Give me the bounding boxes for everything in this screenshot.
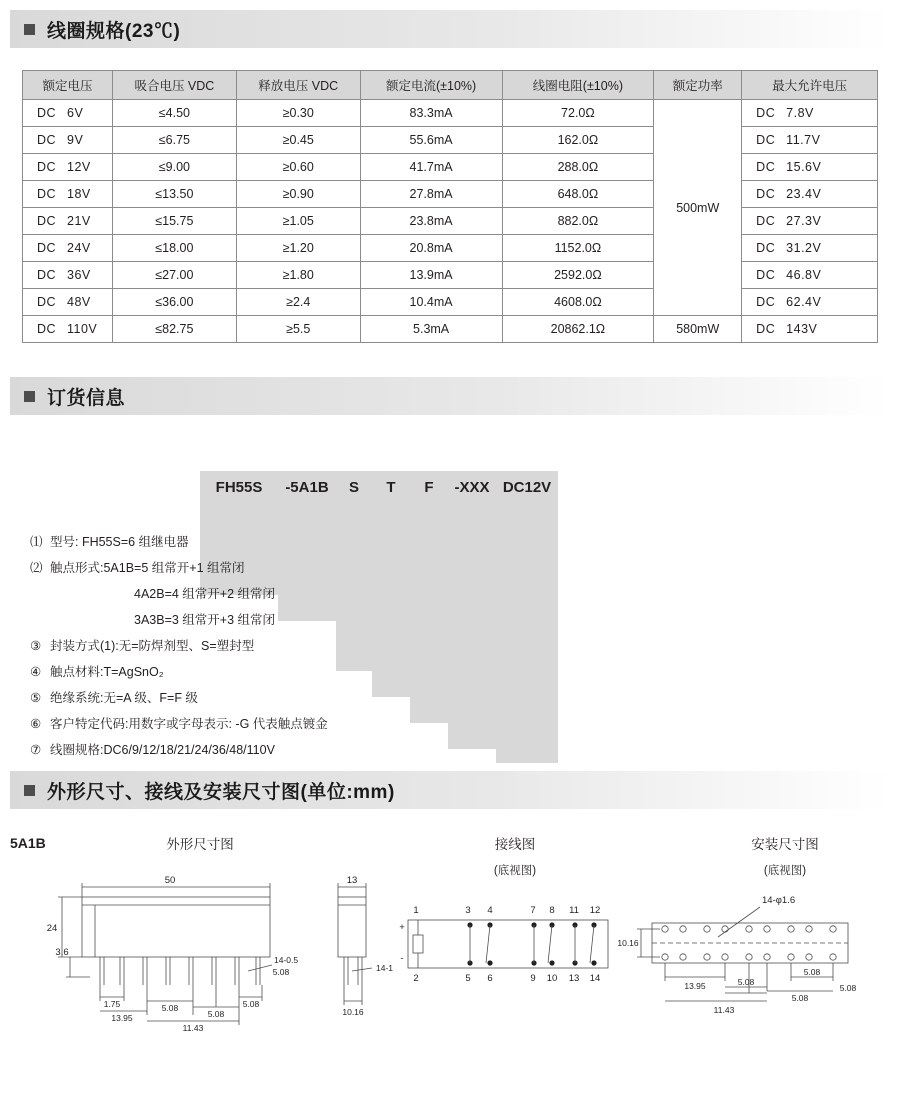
caption-title: 安装尺寸图 (751, 837, 819, 852)
cell-resistance: 648.0Ω (502, 181, 654, 208)
cell-resistance: 162.0Ω (502, 127, 654, 154)
caption-title: 接线图 (494, 837, 536, 852)
note-text: 绝缘系统:无=A 级、F=F 级 (50, 691, 198, 705)
code-part-coil: DC12V (496, 471, 558, 504)
pin-label-top: 12 (589, 905, 601, 916)
note-text: 客户特定代码:用数字或字母表示: -G 代表触点镀金 (50, 717, 328, 731)
col-max-voltage: 最大允许电压 (742, 71, 878, 100)
pin-label-top: 8 (549, 905, 555, 916)
cell-rated-voltage: DC 18V (23, 181, 113, 208)
dim-side-pin: 14-1 (376, 963, 394, 973)
pin-label-bottom: 2 (413, 973, 419, 984)
pin-label-bottom: 14 (589, 973, 601, 984)
cell-pickup: ≤18.00 (112, 235, 236, 262)
note-line (30, 581, 328, 607)
code-part-sealing: S (336, 471, 372, 504)
cell-dropout: ≥1.05 (236, 208, 360, 235)
cell-pickup: ≤6.75 (112, 127, 236, 154)
cell-dropout: ≥5.5 (236, 316, 360, 343)
cell-current: 41.7mA (360, 154, 502, 181)
cell-max-voltage: DC 143V (742, 316, 878, 343)
drawing-model-label: 5A1B (10, 835, 46, 851)
note-text: 型号: FH55S=6 组继电器 (50, 535, 189, 549)
cell-dropout: ≥0.90 (236, 181, 360, 208)
coil-table-wrap (22, 70, 878, 343)
note-number: ⑦ (30, 743, 42, 757)
section-header-coil (10, 10, 890, 48)
note-line (30, 711, 328, 737)
cell-rated-voltage: DC 9V (23, 127, 113, 154)
table-row (23, 262, 878, 289)
pin-label-bottom: 10 (546, 973, 558, 984)
table-row (23, 154, 878, 181)
pin-label-bottom: 9 (530, 973, 536, 984)
polarity-negative: - (400, 953, 404, 964)
section-title-order: 订货信息 (47, 387, 126, 409)
cell-max-voltage: DC 11.7V (742, 127, 878, 154)
col-rated-power: 额定功率 (654, 71, 742, 100)
mount-dim-6: 5.08 (839, 983, 857, 993)
cell-resistance: 20862.1Ω (502, 316, 654, 343)
dim-b4: 11.43 (182, 1023, 204, 1033)
note-number: ⑤ (30, 691, 42, 705)
section-title-dimensions: 外形尺寸、接线及安装尺寸图(单位:mm) (47, 781, 395, 803)
code-part-model: FH55S (200, 471, 278, 504)
hole-note: 14-φ1.6 (762, 895, 796, 906)
dim-width: 50 (164, 875, 176, 886)
cell-power-last: 580mW (654, 316, 742, 343)
caption-sub: (底视图) (493, 865, 537, 877)
code-part-custom: -XXX (448, 471, 496, 504)
cell-resistance: 72.0Ω (502, 100, 654, 127)
note-text: 触点形式:5A1B=5 组常开+1 组常闭 (50, 561, 245, 575)
note-line (30, 737, 328, 763)
bullet-square-icon (24, 785, 35, 796)
table-row (23, 127, 878, 154)
mount-left-dim: 10.16 (617, 938, 639, 948)
section-title-coil: 线圈规格(23℃) (47, 20, 181, 42)
table-row (23, 289, 878, 316)
note-text: 封装方式(1):无=防焊剂型、S=塑封型 (50, 639, 255, 653)
order-notes (30, 529, 328, 763)
dim-b3: 5.08 (161, 1003, 179, 1013)
dim-side-width: 13 (346, 875, 358, 886)
code-part-insulation: F (410, 471, 448, 504)
col-coil-resistance: 线圈电阻(±10%) (502, 71, 654, 100)
wiring-diagram (408, 920, 608, 968)
cell-dropout: ≥0.60 (236, 154, 360, 181)
order-info-wrap (22, 443, 878, 763)
col-dropout-voltage: 释放电压 VDC (236, 71, 360, 100)
cell-max-voltage: DC 15.6V (742, 154, 878, 181)
section-header-dimensions (10, 771, 890, 809)
cell-max-voltage: DC 46.8V (742, 262, 878, 289)
pin-label-bottom: 6 (487, 973, 493, 984)
cell-rated-voltage: DC 21V (23, 208, 113, 235)
pin-label-bottom: 5 (465, 973, 471, 984)
pin-label-top: 7 (530, 905, 536, 916)
order-code-row (200, 471, 558, 504)
table-row (23, 181, 878, 208)
cell-rated-voltage: DC 6V (23, 100, 113, 127)
cell-power-main: 500mW (654, 100, 742, 316)
cell-current: 27.8mA (360, 181, 502, 208)
dim-b2: 13.95 (111, 1013, 133, 1023)
cell-resistance: 2592.0Ω (502, 262, 654, 289)
note-number: ④ (30, 665, 42, 679)
cell-current: 20.8mA (360, 235, 502, 262)
cell-rated-voltage: DC 24V (23, 235, 113, 262)
cell-dropout: ≥0.30 (236, 100, 360, 127)
cell-current: 13.9mA (360, 262, 502, 289)
bullet-square-icon (24, 24, 35, 35)
polarity-positive: + (399, 922, 405, 933)
note-text: 4A2B=4 组常开+2 组常闭 (134, 587, 276, 601)
cell-max-voltage: DC 23.4V (742, 181, 878, 208)
note-text: 3A3B=3 组常开+3 组常闭 (134, 613, 276, 627)
cell-dropout: ≥2.4 (236, 289, 360, 316)
cell-max-voltage: DC 31.2V (742, 235, 878, 262)
col-rated-current: 额定电流(±10%) (360, 71, 502, 100)
note-line (30, 685, 328, 711)
coil-specification-table (22, 70, 878, 343)
cell-pickup: ≤4.50 (112, 100, 236, 127)
cell-rated-voltage: DC 48V (23, 289, 113, 316)
dim-height: 24 (46, 923, 58, 934)
note-number: ⑴ (30, 535, 43, 549)
dim-side-pitch: 10.16 (342, 1007, 364, 1017)
cell-dropout: ≥1.80 (236, 262, 360, 289)
cell-pickup: ≤82.75 (112, 316, 236, 343)
cell-current: 55.6mA (360, 127, 502, 154)
cell-pickup: ≤36.00 (112, 289, 236, 316)
dim-pin-height: 3.6 (55, 947, 69, 958)
cell-max-voltage: DC 7.8V (742, 100, 878, 127)
cell-resistance: 4608.0Ω (502, 289, 654, 316)
note-number: ⑥ (30, 717, 42, 731)
table-row (23, 316, 878, 343)
cell-dropout: ≥0.45 (236, 127, 360, 154)
code-part-material: T (372, 471, 410, 504)
pin-label-top: 1 (413, 905, 419, 916)
note-text: 触点材料:T=AgSnO₂ (50, 665, 164, 679)
table-row (23, 208, 878, 235)
mount-dim-2: 5.08 (737, 977, 755, 987)
dim-b6: 5.08 (242, 999, 260, 1009)
col-pickup-voltage: 吸合电压 VDC (112, 71, 236, 100)
note-line (30, 633, 328, 659)
mount-dim-1: 13.95 (684, 981, 706, 991)
caption-sub: (底视图) (763, 865, 807, 877)
dim-b7: 5.08 (272, 967, 290, 977)
caption-title: 外形尺寸图 (166, 837, 234, 852)
drawings-wrap (0, 825, 900, 1075)
technical-drawings (0, 825, 900, 1075)
pin-label-top: 3 (465, 905, 471, 916)
note-line (30, 555, 328, 581)
note-number: ⑵ (30, 561, 43, 575)
col-rated-voltage: 额定电压 (23, 71, 113, 100)
dim-b5: 5.08 (207, 1009, 225, 1019)
cell-resistance: 1152.0Ω (502, 235, 654, 262)
cell-pickup: ≤15.75 (112, 208, 236, 235)
cell-rated-voltage: DC 110V (23, 316, 113, 343)
pin-label-top: 4 (487, 905, 493, 916)
cell-current: 10.4mA (360, 289, 502, 316)
cell-pickup: ≤9.00 (112, 154, 236, 181)
outline-side-view (338, 883, 372, 1005)
code-part-contact: -5A1B (278, 471, 336, 504)
cell-current: 5.3mA (360, 316, 502, 343)
dim-pin-note: 14-0.5 (274, 955, 299, 965)
note-text: 线圈规格:DC6/9/12/18/21/24/36/48/110V (50, 743, 275, 757)
table-row (23, 235, 878, 262)
note-number: ③ (30, 639, 42, 653)
cell-rated-voltage: DC 12V (23, 154, 113, 181)
cell-resistance: 288.0Ω (502, 154, 654, 181)
drawing-dimension-labels (47, 875, 857, 1033)
section-header-order (10, 377, 890, 415)
mount-dim-4: 11.43 (713, 1005, 735, 1015)
note-line (30, 529, 328, 555)
bullet-square-icon (24, 391, 35, 402)
pin-label-top: 11 (569, 905, 579, 916)
cell-resistance: 882.0Ω (502, 208, 654, 235)
mount-dim-5: 5.08 (791, 993, 809, 1003)
coil-table-body (23, 100, 878, 343)
note-line (30, 659, 328, 685)
note-line (30, 607, 328, 633)
table-header-row (23, 71, 878, 100)
cell-pickup: ≤27.00 (112, 262, 236, 289)
cell-max-voltage: DC 62.4V (742, 289, 878, 316)
pin-label-bottom: 13 (568, 973, 580, 984)
dim-b1: 1.75 (103, 999, 121, 1009)
table-row (23, 100, 878, 127)
cell-current: 83.3mA (360, 100, 502, 127)
cell-current: 23.8mA (360, 208, 502, 235)
cell-dropout: ≥1.20 (236, 235, 360, 262)
cell-max-voltage: DC 27.3V (742, 208, 878, 235)
cell-pickup: ≤13.50 (112, 181, 236, 208)
mount-dim-3: 5.08 (803, 967, 821, 977)
cell-rated-voltage: DC 36V (23, 262, 113, 289)
